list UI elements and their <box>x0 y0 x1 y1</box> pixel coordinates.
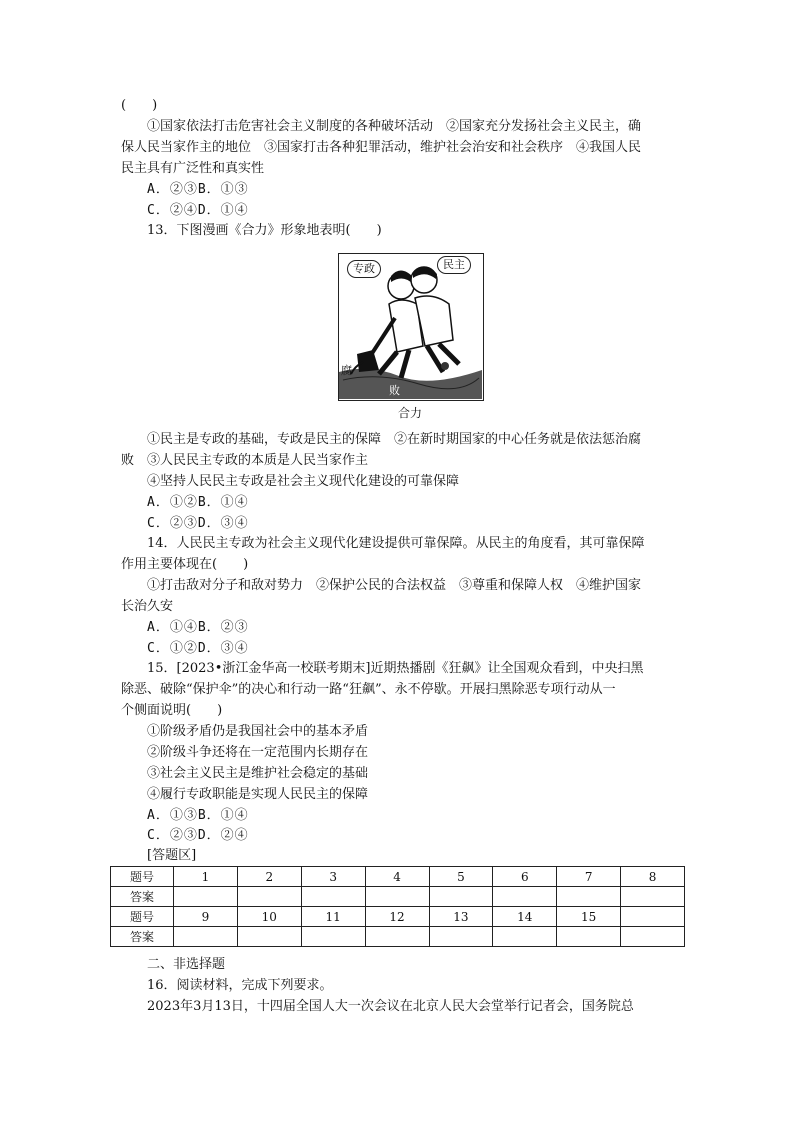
question-number-cell: 12 <box>365 907 429 927</box>
question-number-cell: 15 <box>557 907 621 927</box>
answer-cell[interactable] <box>621 927 685 947</box>
question-number-cell: 11 <box>301 907 365 927</box>
label-corruption-b: 败 <box>389 384 400 397</box>
q14-option-line: 长治久安 <box>121 599 174 614</box>
q12-choices-ab: A．②③B．①③ <box>147 182 249 197</box>
question-number-cell: 3 <box>301 867 365 887</box>
q15-stem: 除恶、破除“保护伞”的决心和行动一路“狂飙”、永不停歇。开展扫黑除恶专项行动从一 <box>121 682 616 697</box>
label-democracy: 民主 <box>437 256 471 274</box>
table-header-cell: 答案 <box>111 927 174 947</box>
q14-stem: 作用主要体现在( ) <box>121 557 249 572</box>
q12-choices-cd: C．②④D．①④ <box>147 203 249 218</box>
table-row <box>111 867 685 887</box>
question-number-cell: 2 <box>237 867 301 887</box>
q16-stem: 16．阅读材料，完成下列要求。 <box>147 978 333 993</box>
question-number-cell: 6 <box>493 867 557 887</box>
answer-table <box>110 866 685 947</box>
q15-option: ②阶级斗争还将在一定范围内长期存在 <box>147 745 369 760</box>
table-row <box>111 927 685 947</box>
q14-stem: 14．人民民主专政为社会主义现代化建设提供可靠保障。从民主的角度看，其可靠保障 <box>147 536 645 551</box>
q12-option-line: 保人民当家作主的地位 ③国家打击各种犯罪活动，维护社会治安和社会秩序 ④我国人民 <box>121 140 642 155</box>
q13-option-line: ①民主是专政的基础，专政是民主的保障 ②在新时期国家的中心任务就是依法惩治腐 <box>147 432 642 447</box>
answer-cell[interactable] <box>365 887 429 907</box>
table-header-cell: 题号 <box>111 867 174 887</box>
q14-option-line: ①打击敌对分子和敌对势力 ②保护公民的合法权益 ③尊重和保障人权 ④维护国家 <box>147 578 642 593</box>
q15-choices-ab: A．①③B．①④ <box>147 808 249 823</box>
answer-cell[interactable] <box>237 927 301 947</box>
q15-option: ①阶级矛盾仍是我国社会中的基本矛盾 <box>147 724 369 739</box>
table-header-cell: 题号 <box>111 907 174 927</box>
q15-option: ③社会主义民主是维护社会稳定的基础 <box>147 766 369 781</box>
answer-cell[interactable] <box>493 927 557 947</box>
q15-stem: 个侧面说明( ) <box>121 703 223 718</box>
label-dictatorship: 专政 <box>347 260 381 278</box>
q12-option-line: 民主具有广泛性和真实性 <box>121 161 265 176</box>
q14-choices-ab: A．①④B．②③ <box>147 620 249 635</box>
answer-cell[interactable] <box>429 887 493 907</box>
question-number-cell: 1 <box>174 867 238 887</box>
section-heading: 二、非选择题 <box>147 957 226 972</box>
q16-material: 2023年3月13日，十四届全国人大一次会议在北京人民大会堂举行记者会，国务院总 <box>147 999 634 1014</box>
question-number-cell: 8 <box>621 867 685 887</box>
answer-cell[interactable] <box>301 927 365 947</box>
q13-option-line: 败 ③人民民主专政的本质是人民当家作主 <box>121 453 369 468</box>
answer-cell[interactable] <box>301 887 365 907</box>
answer-paren: ( ) <box>121 98 158 113</box>
question-number-cell <box>621 907 685 927</box>
table-row <box>111 887 685 907</box>
question-number-cell: 13 <box>429 907 493 927</box>
question-number-cell: 7 <box>557 867 621 887</box>
answer-cell[interactable] <box>174 927 238 947</box>
answer-cell[interactable] <box>557 927 621 947</box>
table-row <box>111 907 685 927</box>
question-number-cell: 9 <box>174 907 238 927</box>
table-header-cell: 答案 <box>111 887 174 907</box>
q12-option-line: ①国家依法打击危害社会主义制度的各种破坏活动 ②国家充分发扬社会主义民主，确 <box>147 119 642 134</box>
cartoon-image <box>338 253 484 401</box>
answer-cell[interactable] <box>237 887 301 907</box>
q13-choices-ab: A．①②B．①④ <box>147 495 249 510</box>
q13-stem: 13．下图漫画《合力》形象地表明( ) <box>147 223 382 238</box>
question-number-cell: 4 <box>365 867 429 887</box>
question-number-cell: 5 <box>429 867 493 887</box>
answer-cell[interactable] <box>557 887 621 907</box>
cartoon-caption: 合力 <box>398 406 423 420</box>
q15-option: ④履行专政职能是实现人民民主的保障 <box>147 787 369 802</box>
q15-stem: 15．[2023•浙江金华高一校联考期末]近期热播剧《狂飙》让全国观众看到，中央扫黑 <box>147 661 644 676</box>
q13-option-line: ④坚持人民民主专政是社会主义现代化建设的可靠保障 <box>147 474 460 489</box>
answer-cell[interactable] <box>365 927 429 947</box>
q14-choices-cd: C．①②D．③④ <box>147 641 249 656</box>
answer-cell[interactable] <box>429 927 493 947</box>
question-number-cell: 10 <box>237 907 301 927</box>
answer-cell[interactable] <box>174 887 238 907</box>
answer-cell[interactable] <box>621 887 685 907</box>
q15-choices-cd: C．②③D．②④ <box>147 828 249 843</box>
question-number-cell: 14 <box>493 907 557 927</box>
answer-cell[interactable] <box>493 887 557 907</box>
q13-choices-cd: C．②③D．③④ <box>147 516 249 531</box>
answer-area-label: [答题区] <box>147 848 197 863</box>
label-corrupt: 腐 <box>341 364 352 377</box>
